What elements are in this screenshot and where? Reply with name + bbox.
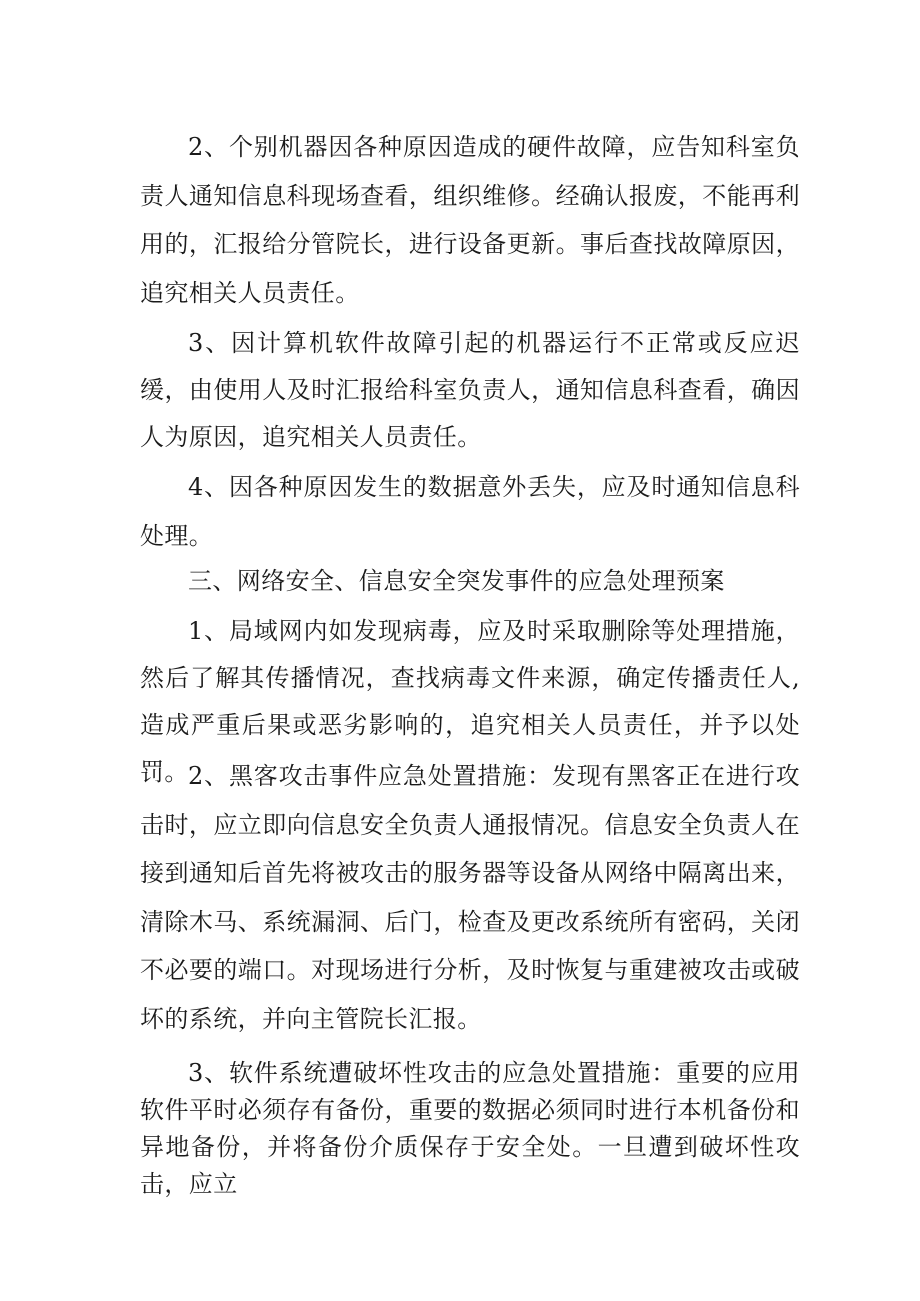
paragraph-data-loss: 4、因各种原因发生的数据意外丢失，应及时通知信息科处理。 (140, 473, 800, 550)
section-heading: 三、网络安全、信息安全突发事件的应急处理预案 (188, 567, 725, 595)
paragraph-virus: 1、局域网内如发现病毒，应及时采取删除等处理措施，然后了解其传播情况，查找病毒文件来源，确定传播责任人,造成严重后果或恶劣影响的，追究相关人员责任，并予以处罚。 (140, 617, 800, 786)
paragraph-hacker-attack: 2、黑客攻击事件应急处置措施：发现有黑客正在进行攻击时，应立即向信息安全负责人通报情况。信息安全负责人在接到通知后首先将被攻击的服务器等设备从网络中隔离出来，清除木马、系统漏洞、后门，检查及更改系统所有密码，关闭不必要的端口。对现场进行分析，及时恢复与重建被攻击或破坏的系统，并向主管院长汇报。 (140, 762, 800, 1033)
paragraph-software-fault: 3、因计算机软件故障引起的机器运行不正常或反应迟缓，由使用人及时汇报给科室负责人，通知信息科查看，确因人为原因，追究相关人员责任。 (140, 329, 800, 451)
paragraph-destructive-attack: 3、软件系统遭破坏性攻击的应急处置措施：重要的应用软件平时必须存有备份，重要的数据必须同时进行本机备份和异地备份，并将备份介质保存于安全处。一旦遭到破坏性攻击，应立 (140, 1059, 800, 1198)
paragraph-hardware-fault: 2、个别机器因各种原因造成的硬件故障，应告知科室负责人通知信息科现场查看，组织维修。经确认报废，不能再利用的，汇报给分管院长，进行设备更新。事后查找故障原因，追究相关人员责任。 (140, 133, 800, 307)
